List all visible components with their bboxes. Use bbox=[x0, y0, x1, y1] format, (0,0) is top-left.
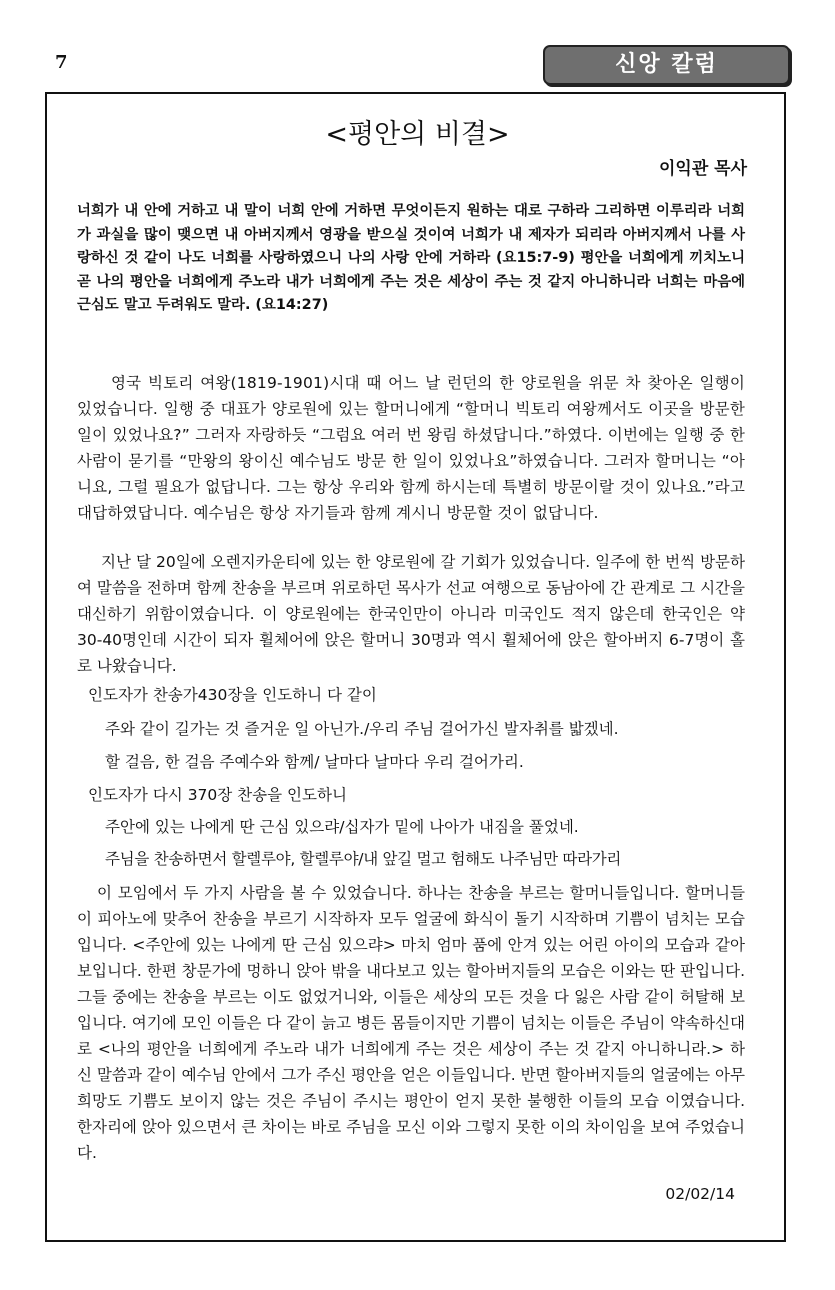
body-paragraph-1: 영국 빅토리 여왕(1819-1901)시대 때 어느 날 런던의 한 양로원을 위문 차 찾아온 일행이 있었습니다. 일행 중 대표가 양로원에 있는 할머니에게 “할머니 빅토리 여왕께서도 이곳을 방문한 일이 있었나요?” 그러자 자랑하듯 “그럼요 여러 번 왕림 하셨답니다.”하였다. 이번에는 일행 중 한 사람이 묻기를 “만왕의 왕이신 예수님도 방문 한 일이 있었나요”하였습니다. 그러자 할머니는 “아니요, 그럴 필요가 없답니다. 그는 항상 우리와 함께 하시는데 특별히 방문이랄 것이 있나요.”라고 대답하였답니다. 예수님은 항상 자기들과 함께 계시니 방문할 것이 없답니다. bbox=[77, 374, 745, 522]
body-paragraph-3: 이 모임에서 두 가지 사람을 볼 수 있었습니다. 하나는 찬송을 부르는 할머니들입니다. 할머니들이 피아노에 맞추어 찬송을 부르기 시작하자 모두 얼굴에 화식이 돌기 시작하며 기쁨이 넘치는 모습입니다. <주안에 있는 나에게 딴 근심 있으랴> 마치 엄마 품에 안겨 있는 어린 아이의 모습과 같아 보입니다. 한편 창문가에 멍하니 앉아 밖을 내다보고 있는 할아버지들의 모습은 이와는 딴 판입니다. 그들 중에는 찬송을 부르는 이도 없었거니와, 이들은 세상의 모든 것을 다 잃은 사람 같이 허탈해 보입니다. 여기에 모인 이들은 다 같이 늙고 병든 몸들이지만 기쁨이 넘치는 이들은 주님이 약속하신대로 <나의 평안을 너희에게 주노라 내가 너희에게 주는 것은 세상이 주는 것 같지 아니하니라.> 하신 말씀과 같이 예수님 안에서 그가 주신 평안을 얻은 이들입니다. 반면 할아버지들의 얼굴에는 아무 희망도 기쁨도 보이지 않는 것은 주님이 주시는 평안이 얻지 못한 불행한 이들의 모습 이였습니다. 한자리에 앉아 있으면서 큰 차이는 바로 주님을 모신 이와 그렇지 못한 이의 차이임을 보여 주었습니다. bbox=[77, 884, 745, 1162]
hymn-2-line-1: 주안에 있는 나에게 딴 근심 있으랴/십자가 밑에 나아가 내짐을 풀었네. bbox=[105, 818, 579, 836]
section-label-tab: 신앙 칼럼 bbox=[543, 45, 790, 85]
page-number: 7 bbox=[55, 52, 68, 73]
hymn-intro-1: 인도자가 찬송가430장을 인도하니 다 같이 bbox=[88, 686, 377, 704]
article-author: 이익관 목사 bbox=[658, 159, 747, 179]
body-paragraph-2: 지난 달 20일에 오렌지카운티에 있는 한 양로원에 갈 기회가 있었습니다. 일주에 한 번씩 방문하여 말씀을 전하며 함께 찬송을 부르며 위로하던 목사가 선교 여행으로 동남아에 간 관계로 그 시간을 대신하기 위함이였습니다. 이 양로원에는 한국인만이 아니라 미국인도 적지 않은데 한국인은 약 30-40명인데 시간이 되자 휠체어에 앉은 할머니 30명과 역시 휠체어에 앉은 할아버지 6-7명이 홀로 나왔습니다. bbox=[77, 553, 745, 675]
article-title: <평안의 비결> bbox=[325, 119, 510, 150]
hymn-intro-2: 인도자가 다시 370장 찬송을 인도하니 bbox=[88, 786, 347, 804]
hymn-1-line-1: 주와 같이 길가는 것 즐거운 일 아닌가./우리 주님 걸어가신 발자취를 밟겠네. bbox=[105, 720, 619, 738]
article-date: 02/02/14 bbox=[665, 1185, 735, 1203]
hymn-1-line-2: 할 걸음, 한 걸음 주예수와 함께/ 날마다 날마다 우리 걸어가리. bbox=[105, 753, 524, 771]
scripture-quote: 너희가 내 안에 거하고 내 말이 너희 안에 거하면 무엇이든지 원하는 대로 구하라 그리하면 이루리라 너희가 과실을 많이 맺으면 내 아버지께서 영광을 받으실 것이여 너희가 내 제자가 되리라 아버지께서 나를 사랑하신 것 같이 나도 너희를 사랑하였으니 나의 사랑 안에 거하라 (요15:7-9) 평안을 너희에게 끼치노니 곧 나의 평안을 너희에게 주노라 내가 너희에게 주는 것은 세상이 주는 것 같지 아니하니라 너희는 마음에 근심도 말고 두려워도 말라. (요14:27) bbox=[77, 203, 745, 313]
hymn-2-line-2: 주님을 찬송하면서 할렐루야, 할렐루야/내 앞길 멀고 험해도 나주님만 따라가리 bbox=[105, 850, 622, 868]
